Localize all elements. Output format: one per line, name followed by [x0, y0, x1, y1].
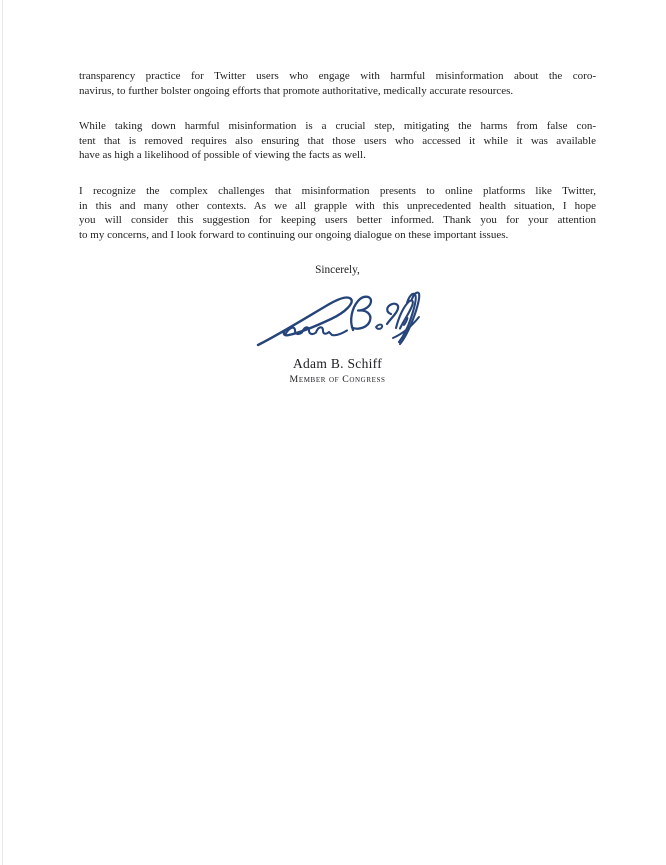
letter-line: you will consider this suggestion for keeping users better informed. Thank you for your attention — [79, 214, 596, 227]
signature-image — [79, 289, 596, 353]
letter-paragraph — [79, 69, 596, 98]
letter-line: transparency practice for Twitter users who engage with harmful misinformation about the coro- — [79, 70, 596, 82]
letter-paragraph — [79, 184, 596, 242]
letter-paragraph — [79, 119, 596, 163]
signer-name: Adam B. Schiff — [292, 355, 383, 371]
letter-line: I recognize the complex challenges that misinformation presents to online platforms like Twitter, — [79, 184, 596, 197]
closing-text: Sincerely, — [315, 264, 360, 277]
letter-line: to my concerns, and I look forward to continuing our ongoing dialogue on these important issues. — [79, 228, 509, 241]
letter-line: have as high a likelihood of possible of viewing the facts as well. — [79, 149, 366, 162]
letter-content — [0, 0, 666, 386]
letter-line: tent that is removed requires also ensuring that those users who accessed it while it was available — [79, 134, 596, 147]
letter-line: in this and many other contexts. As we all grapple with this unprecedented health situation, I hope — [79, 199, 596, 212]
letter-line: navirus, to further bolster ongoing efforts that promote authoritative, medically accurate resources. — [79, 84, 514, 97]
signature-svg — [254, 289, 422, 353]
signer-title: Member of Congress — [289, 373, 386, 385]
letter-body — [79, 69, 596, 242]
letter-line: While taking down harmful misinformation is a crucial step, mitigating the harms from false con- — [79, 120, 596, 133]
